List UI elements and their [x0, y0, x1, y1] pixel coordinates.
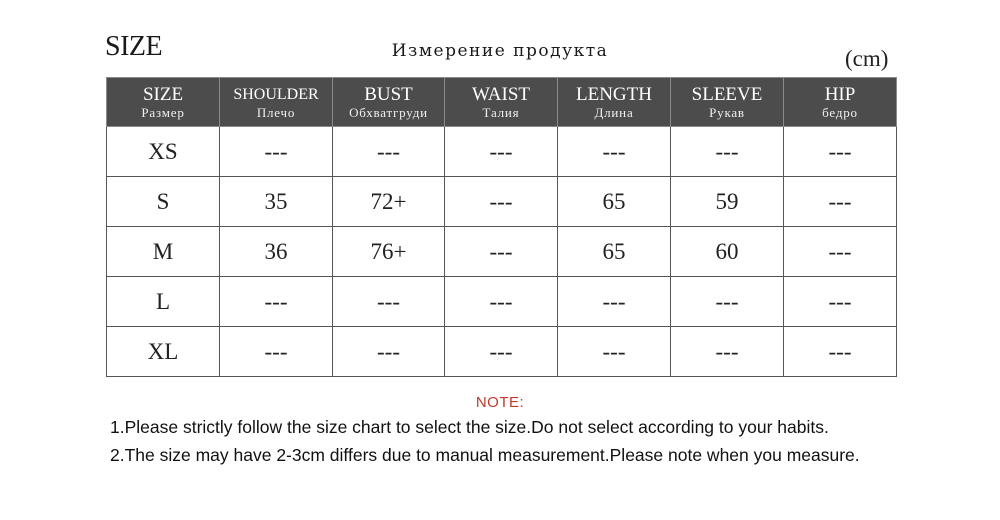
table-cell: ---: [784, 227, 897, 277]
size-chart: [106, 77, 896, 377]
column-header-en: SHOULDER: [233, 86, 319, 103]
size-cell: M: [107, 227, 220, 277]
column-header-ru: Размер: [141, 105, 185, 120]
column-header-en: SIZE: [142, 84, 184, 105]
table-cell: 76+: [333, 227, 445, 277]
size-cell: XL: [107, 327, 220, 377]
table-cell: 65: [558, 227, 671, 277]
column-header-ru: Талия: [482, 105, 520, 120]
table-cell: ---: [784, 127, 897, 177]
size-cell: S: [107, 177, 220, 227]
table-cell: ---: [558, 277, 671, 327]
size-table: [106, 77, 897, 377]
size-cell: L: [107, 277, 220, 327]
page-title: SIZE: [105, 31, 163, 62]
column-header-shoulder: [220, 78, 333, 127]
table-cell: ---: [671, 327, 784, 377]
table-cell: 65: [558, 177, 671, 227]
table-cell: ---: [784, 277, 897, 327]
table-cell: 72+: [333, 177, 445, 227]
table-row: [107, 227, 897, 277]
column-header-ru: Длина: [594, 105, 634, 120]
column-header-en: LENGTH: [576, 84, 652, 105]
table-cell: 35: [220, 177, 333, 227]
table-row: [107, 177, 897, 227]
table-cell: ---: [220, 277, 333, 327]
column-header-ru: бедро: [822, 105, 858, 120]
table-cell: ---: [445, 327, 558, 377]
table-cell: ---: [671, 127, 784, 177]
column-header-bust: [333, 78, 445, 127]
table-cell: ---: [220, 327, 333, 377]
table-cell: 59: [671, 177, 784, 227]
column-header-sleeve: [671, 78, 784, 127]
table-cell: ---: [784, 177, 897, 227]
column-header-hip: [784, 78, 897, 127]
table-cell: ---: [784, 327, 897, 377]
table-cell: ---: [558, 327, 671, 377]
table-cell: ---: [558, 127, 671, 177]
table-cell: ---: [671, 277, 784, 327]
table-cell: ---: [445, 177, 558, 227]
table-cell: ---: [333, 127, 445, 177]
column-header-en: SLEEVE: [691, 84, 763, 105]
column-header-ru: Обхватгруди: [349, 105, 428, 120]
table-row: [107, 277, 897, 327]
note-line-1: 1.Please strictly follow the size chart to select the size.Do not select according to your habits.: [110, 417, 829, 437]
table-cell: ---: [333, 327, 445, 377]
table-cell: 36: [220, 227, 333, 277]
table-cell: ---: [333, 277, 445, 327]
table-cell: 60: [671, 227, 784, 277]
page-subtitle: Измерение продукта: [391, 41, 609, 61]
note-line-2: 2.The size may have 2-3cm differs due to manual measurement.Please note when you measure.: [110, 445, 860, 465]
column-header-en: WAIST: [471, 84, 531, 105]
table-row: [107, 327, 897, 377]
table-cell: ---: [220, 127, 333, 177]
column-header-size: [107, 78, 220, 127]
table-row: [107, 127, 897, 177]
size-cell: XS: [107, 127, 220, 177]
table-cell: ---: [445, 227, 558, 277]
unit-label: (cm): [845, 46, 889, 71]
column-header-length: [558, 78, 671, 127]
column-header-ru: Плечо: [256, 105, 296, 120]
column-header-ru: Рукав: [709, 105, 745, 120]
column-header-en: HIP: [824, 84, 856, 105]
table-cell: ---: [445, 127, 558, 177]
column-header-en: BUST: [364, 84, 413, 105]
column-header-waist: [445, 78, 558, 127]
table-header-row: [107, 78, 897, 127]
table-cell: ---: [445, 277, 558, 327]
note-heading: NOTE:: [475, 394, 525, 411]
